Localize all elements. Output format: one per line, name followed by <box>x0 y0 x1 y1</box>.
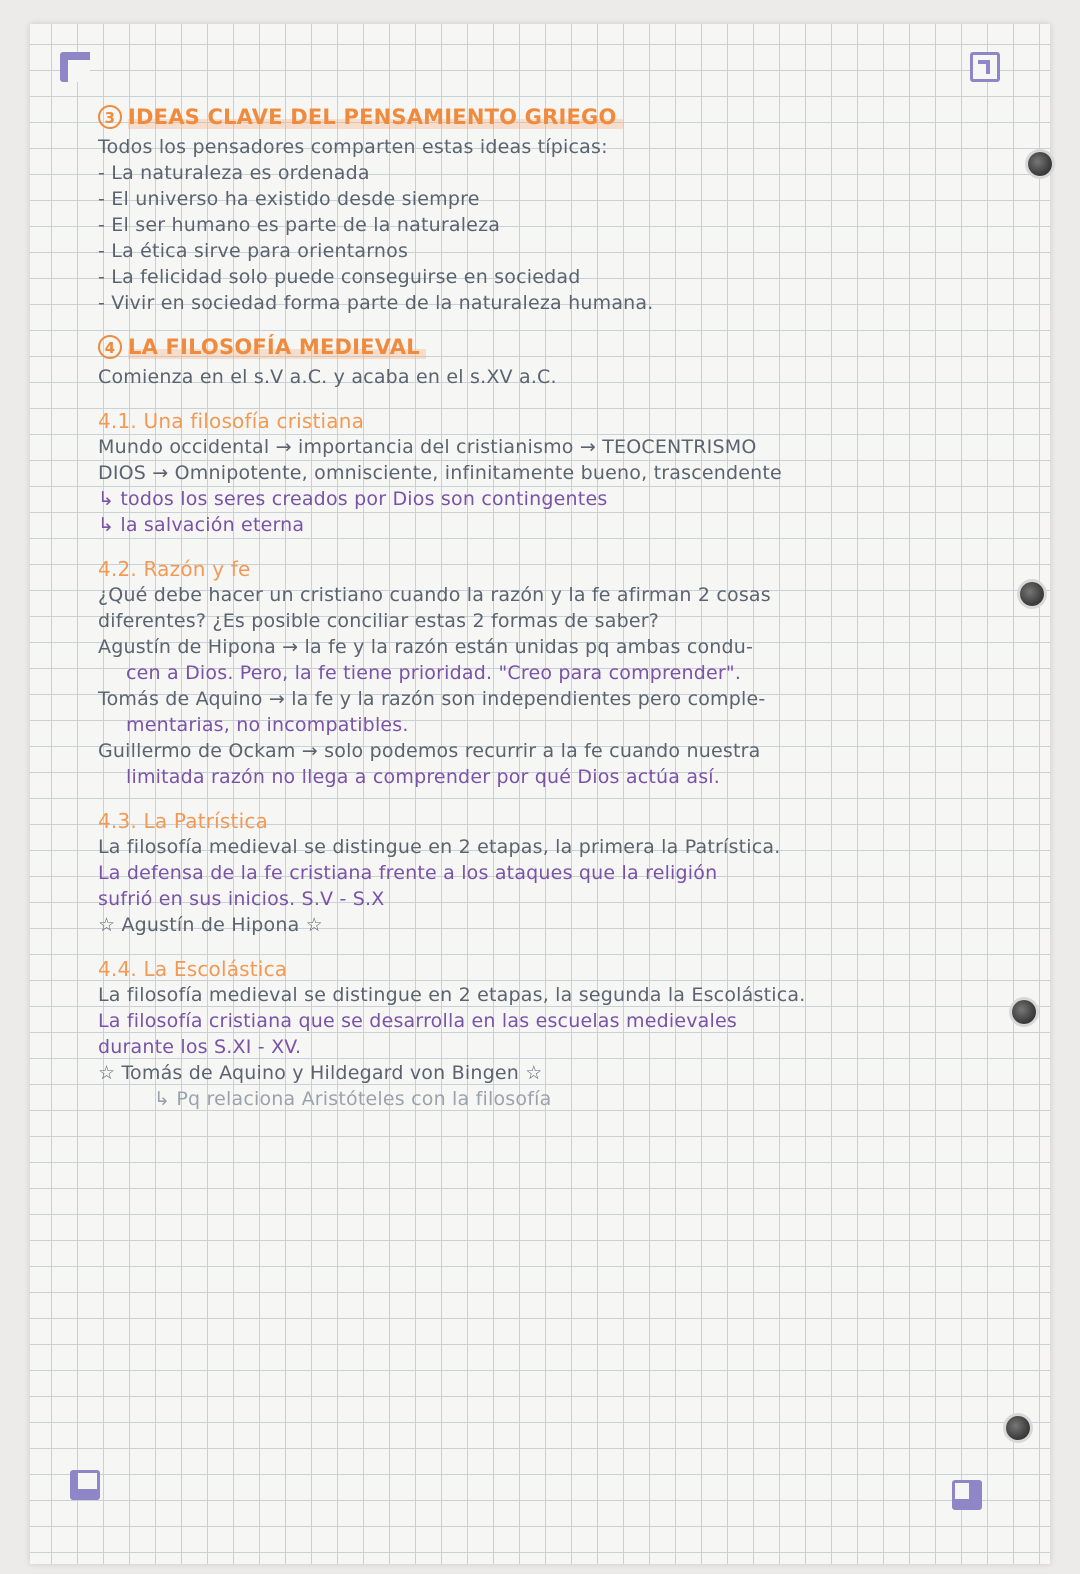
list-item: - El universo ha existido desde siempre <box>98 188 480 210</box>
list-item: - La ética sirve para orientarnos <box>98 240 409 262</box>
subsection-title: 4.2. Razón y fe <box>98 557 251 581</box>
subsection-title: 4.3. La Patrística <box>98 809 268 833</box>
note-line: Guillermo de Ockam → solo podemos recurrir a la fe cuando nuestra <box>98 740 761 762</box>
subsection-title: 4.1. Una filosofía cristiana <box>98 409 365 433</box>
note-line: cen a Dios. Pero, la fe tiene prioridad. "Creo para comprender". <box>126 662 742 684</box>
note-line: ↳ todos los seres creados por Dios son contingentes <box>98 488 608 510</box>
subsection-title: 4.4. La Escolástica <box>98 957 288 981</box>
corner-marker-bottom-right <box>952 1480 982 1510</box>
note-line: ¿Qué debe hacer un cristiano cuando la razón y la fe afirman 2 cosas <box>98 584 771 606</box>
note-line: Mundo occidental → importancia del cristianismo → TEOCENTRISMO <box>98 436 757 458</box>
section-title: IDEAS CLAVE DEL PENSAMIENTO GRIEGO <box>128 105 617 129</box>
section-number-badge: 3 <box>98 105 122 129</box>
list-item: - Vivir en sociedad forma parte de la naturaleza humana. <box>98 292 654 314</box>
section-intro: Comienza en el s.V a.C. y acaba en el s.XV a.C. <box>98 366 557 388</box>
list-item: - La felicidad solo puede conseguirse en sociedad <box>98 266 581 288</box>
notes-content <box>98 104 998 1112</box>
note-line: ☆ Tomás de Aquino y Hildegard von Bingen ☆ <box>98 1062 543 1084</box>
section-intro: Todos los pensadores comparten estas ideas típicas: <box>98 136 608 158</box>
note-line: limitada razón no llega a comprender por qué Dios actúa así. <box>126 766 721 788</box>
corner-marker-bottom-left <box>70 1470 100 1500</box>
note-line: DIOS → Omnipotente, omnisciente, infinitamente bueno, trascendente <box>98 462 782 484</box>
note-line: Tomás de Aquino → la fe y la razón son independientes pero comple- <box>98 688 766 710</box>
note-line: La filosofía cristiana que se desarrolla en las escuelas medievales <box>98 1010 737 1032</box>
section-title: LA FILOSOFÍA MEDIEVAL <box>128 335 420 359</box>
list-item: - El ser humano es parte de la naturaleza <box>98 214 501 236</box>
note-line: ↳ la salvación eterna <box>98 514 305 536</box>
note-line: ↳ Pq relaciona Aristóteles con la filosofía <box>154 1088 552 1110</box>
note-line: diferentes? ¿Es posible conciliar estas 2 formas de saber? <box>98 610 660 632</box>
note-line: sufrió en sus inicios. S.V - S.X <box>98 888 385 910</box>
note-line: La defensa de la fe cristiana frente a los ataques que la religión <box>98 862 718 884</box>
binder-hole <box>1028 152 1052 176</box>
note-line: La filosofía medieval se distingue en 2 etapas, la segunda la Escolástica. <box>98 984 806 1006</box>
note-line: durante los S.XI - XV. <box>98 1036 302 1058</box>
binder-hole <box>1012 1000 1036 1024</box>
list-item: - La naturaleza es ordenada <box>98 162 370 184</box>
section-4-heading <box>98 334 998 364</box>
note-line: La filosofía medieval se distingue en 2 etapas, la primera la Patrística. <box>98 836 781 858</box>
binder-hole <box>1020 582 1044 606</box>
note-line: mentarias, no incompatibles. <box>126 714 409 736</box>
note-line: ☆ Agustín de Hipona ☆ <box>98 914 323 936</box>
note-line: Agustín de Hipona → la fe y la razón están unidas pq ambas condu- <box>98 636 754 658</box>
corner-marker-top-left <box>60 52 90 82</box>
section-number-badge: 4 <box>98 335 122 359</box>
binder-hole <box>1006 1416 1030 1440</box>
section-3-heading <box>98 104 998 134</box>
corner-marker-top-right <box>970 52 1000 82</box>
